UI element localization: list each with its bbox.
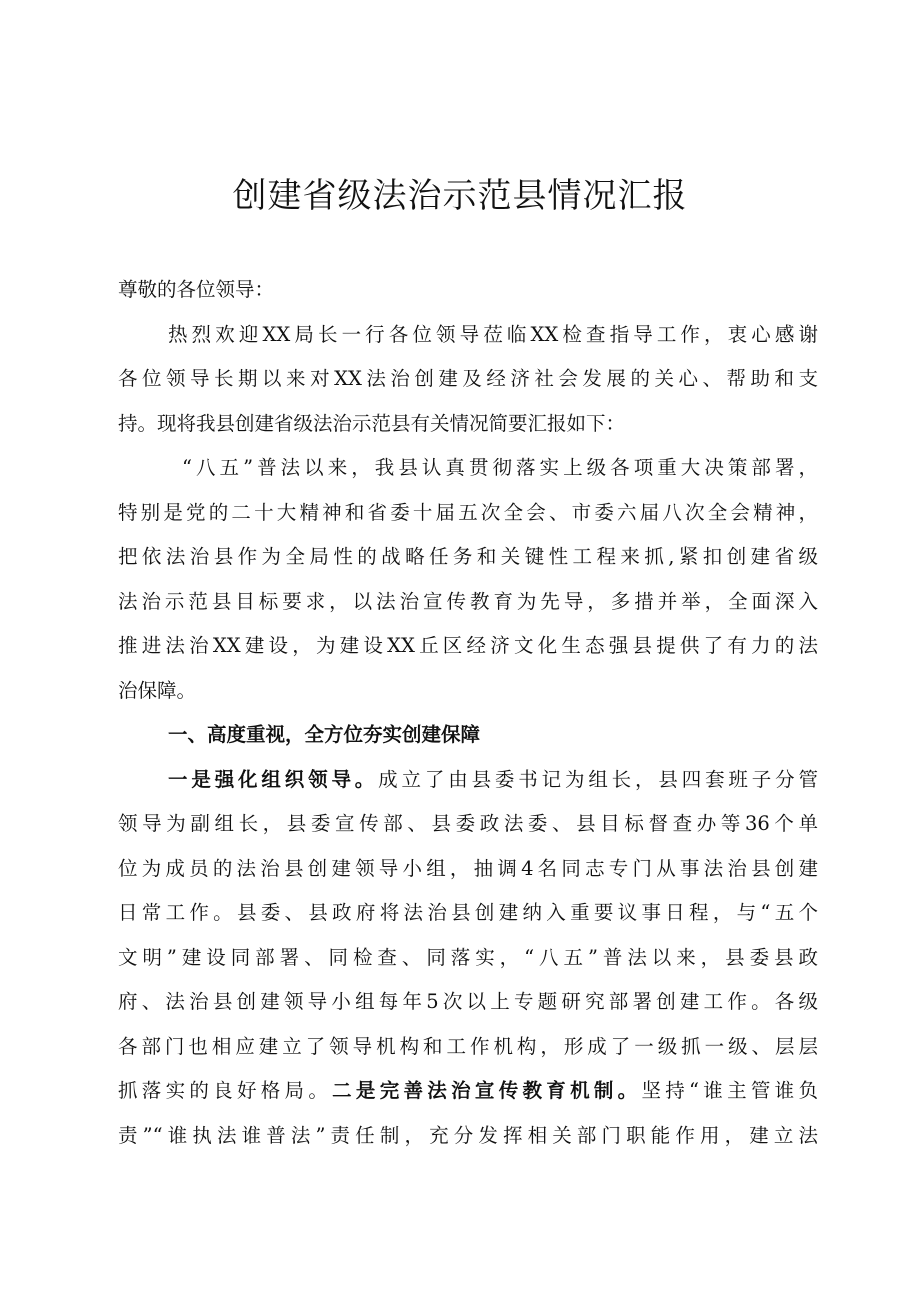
paragraph-text: 成立了由县委书记为组长，县四套班子分管 — [378, 767, 818, 791]
paragraph-line: 各位领导长期以来对XX法治创建及经济社会发展的关心、帮助和支 — [118, 367, 818, 390]
paragraph-text: 抓落实的良好格局。 — [118, 1079, 333, 1102]
bold-lead: 二是完善法治宣传教育机制。 — [332, 1079, 642, 1102]
paragraph-line: 责”“谁执法谁普法”责任制，充分发挥相关部门职能作用，建立法 — [118, 1123, 818, 1147]
salutation: 尊敬的各位领导： — [118, 278, 275, 301]
paragraph-line: 各部门也相应建立了领导机构和工作机构，形成了一级抓一级、层层 — [118, 1034, 818, 1058]
paragraph-line: 法治示范县目标要求，以法治宣传教育为先导，多措并举，全面深入 — [118, 589, 818, 613]
paragraph-line: 领导为副组长，县委宣传部、县委政法委、县目标督查办等36个单 — [118, 812, 818, 835]
paragraph-line: “八五”普法以来，我县认真贯彻落实上级各项重大决策部署， — [182, 456, 818, 479]
paragraph-line: 日常工作。县委、县政府将法治县创建纳入重要议事日程，与“五个 — [118, 901, 818, 924]
paragraph-line: 治保障。 — [118, 678, 197, 702]
paragraph-line: 文明”建设同部署、同检查、同落实，“八五”普法以来，县委县政 — [118, 945, 818, 969]
document-title: 创建省级法治示范县情况汇报 — [232, 176, 688, 216]
paragraph-line — [118, 758, 818, 803]
paragraph-line: 府、法治县创建领导小组每年5次以上专题研究部署创建工作。各级 — [118, 990, 818, 1013]
document-body — [118, 268, 818, 1158]
bold-lead: 一是强化组织领导。 — [168, 767, 379, 791]
paragraph-line: 推进法治XX建设，为建设XX丘区经济文化生态强县提供了有力的法 — [118, 634, 818, 657]
section-heading: 一、高度重视，全方位夯实创建保障 — [168, 723, 481, 746]
paragraph-line: 位为成员的法治县创建领导小组，抽调4名同志专门从事法治县创建 — [118, 856, 818, 880]
paragraph-line: 把依法治县作为全局性的战略任务和关键性工程来抓,紧扣创建省级 — [118, 545, 818, 568]
paragraph-line: 持。现将我县创建省级法治示范县有关情况简要汇报如下： — [118, 411, 626, 435]
paragraph-line: 特别是党的二十大精神和省委十届五次全会、市委六届八次全会精神， — [118, 500, 818, 524]
paragraph-line — [118, 1069, 818, 1114]
paragraph-line: 热烈欢迎XX局长一行各位领导莅临XX检查指导工作，衷心感谢 — [168, 322, 818, 346]
paragraph-text: 坚持“谁主管谁负 — [641, 1079, 818, 1102]
